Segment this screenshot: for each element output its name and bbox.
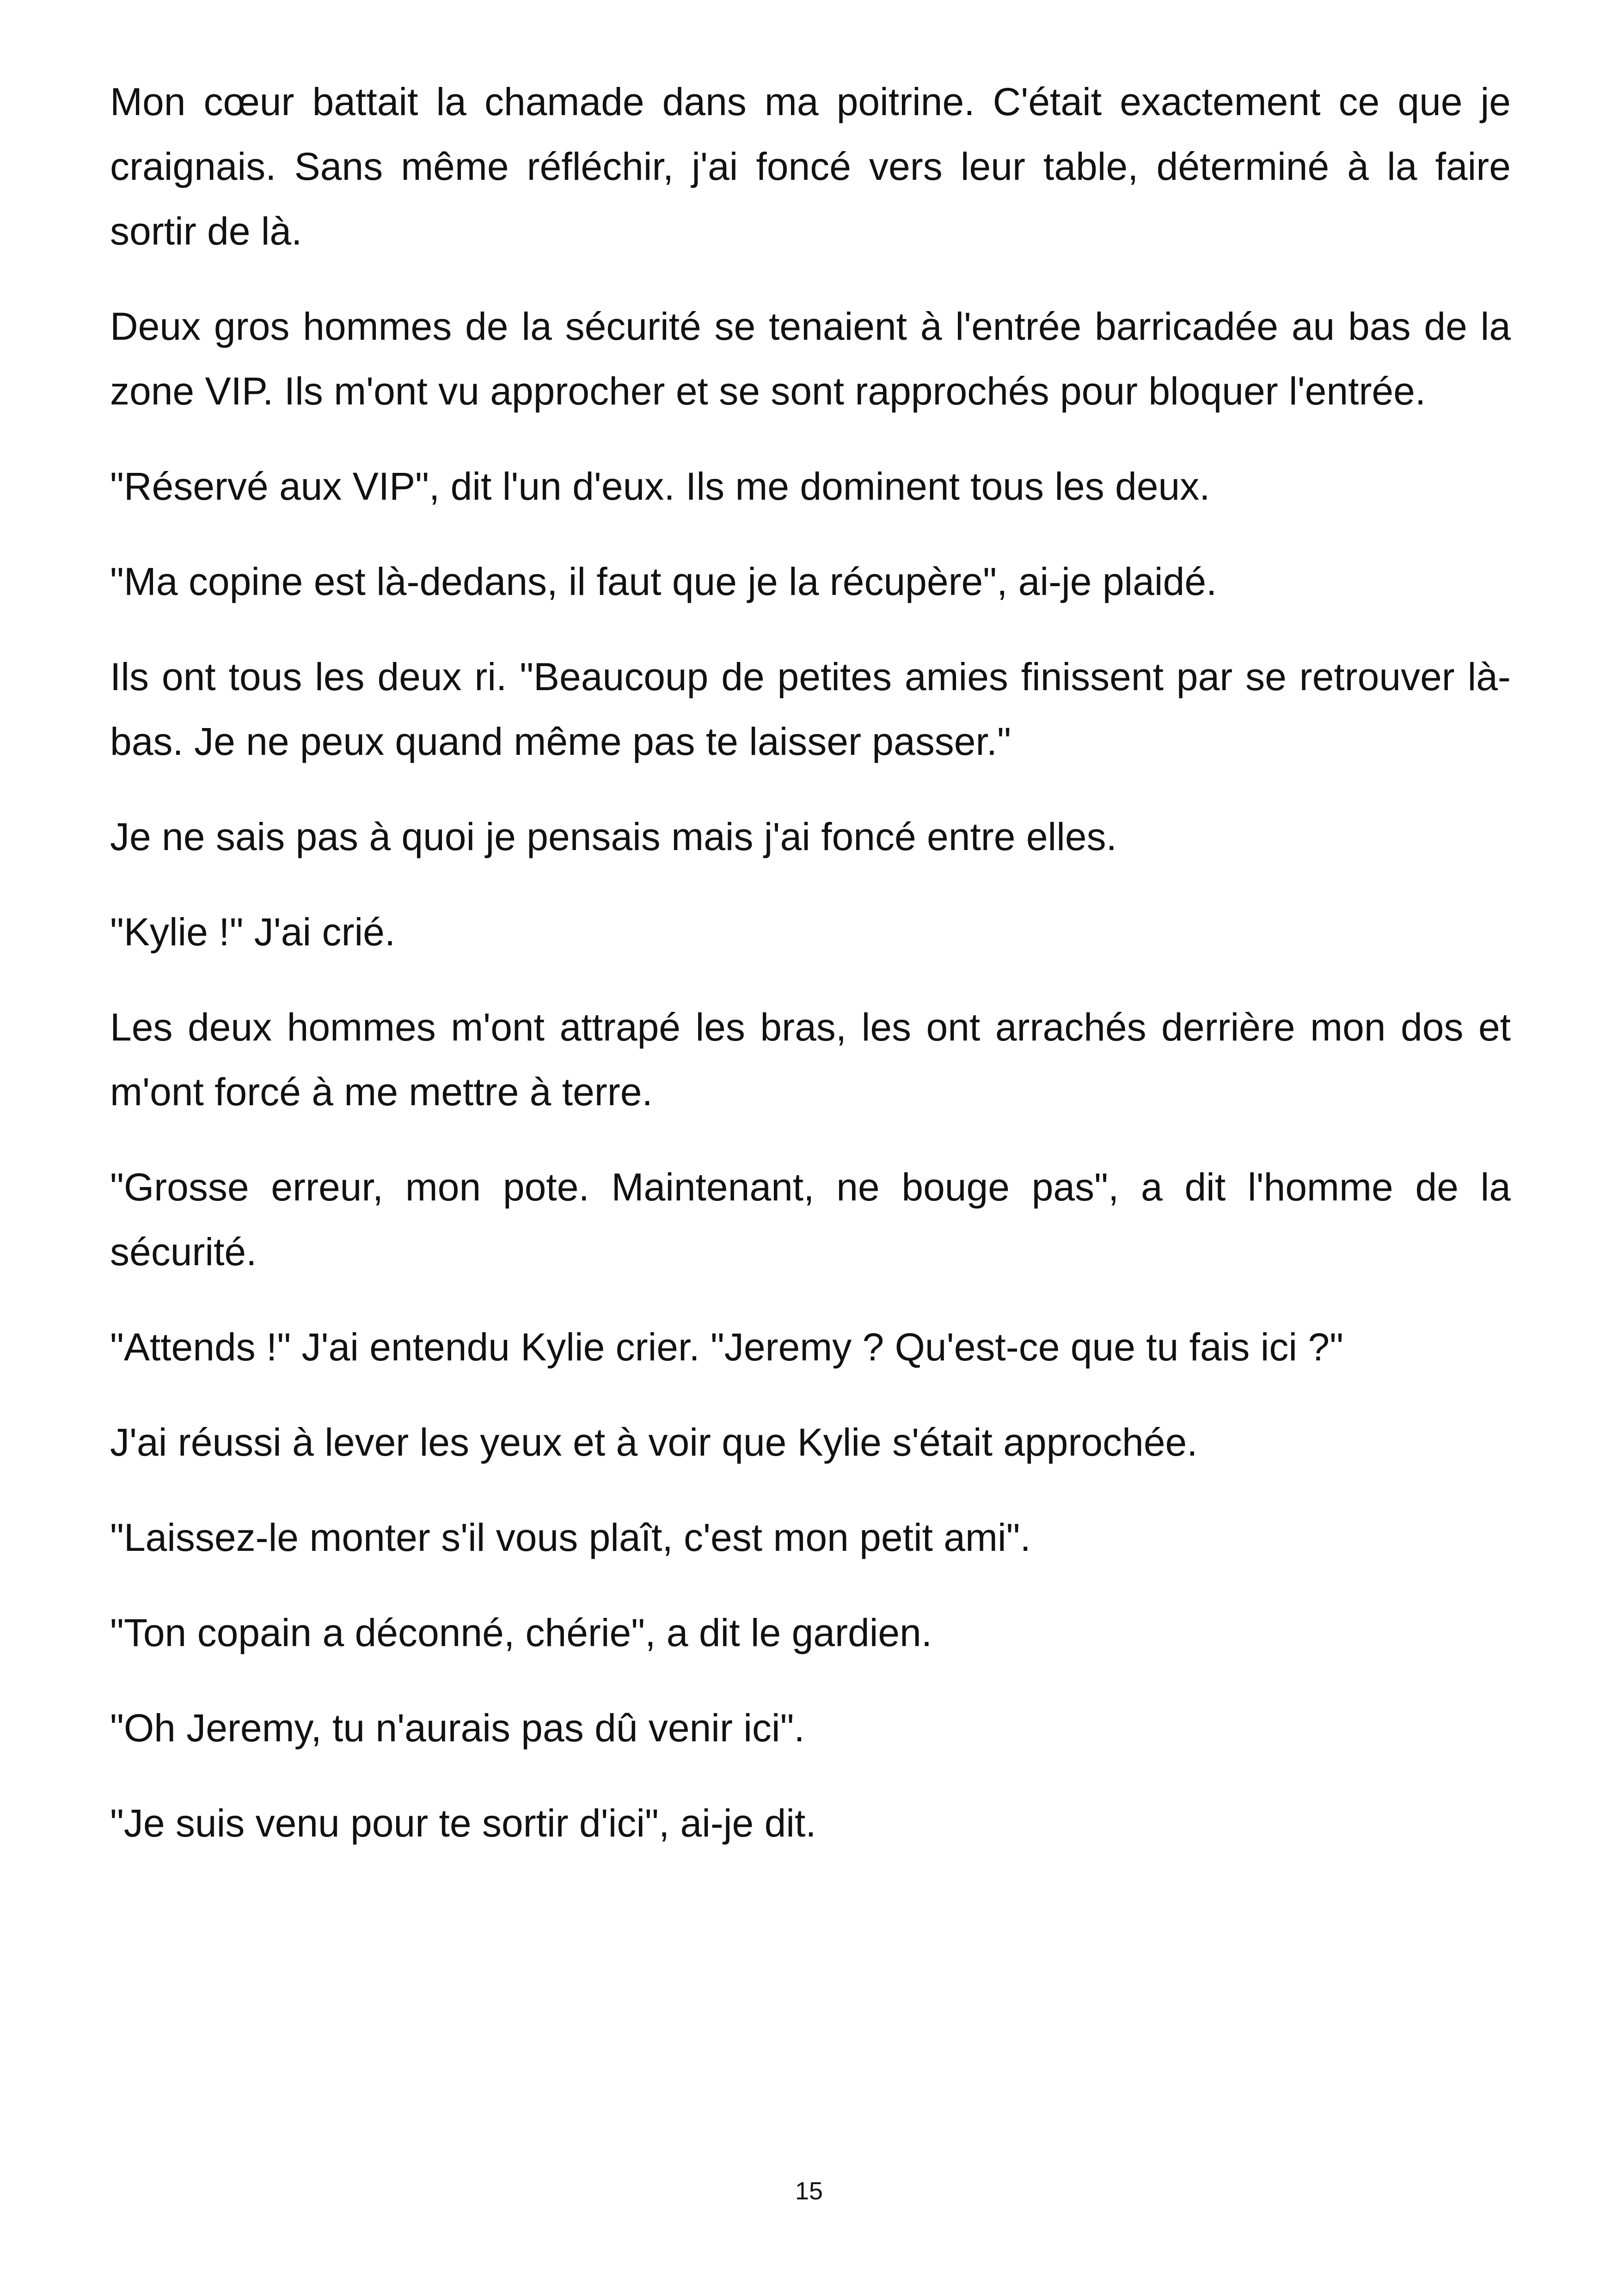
paragraph: Mon cœur battait la chamade dans ma poitrine. C'était exactement ce que je craignais. Sans même réfléchir, j'ai foncé vers leur table, déterminé à la faire sortir de là. — [110, 80, 1511, 253]
paragraph: "Laissez-le monter s'il vous plaît, c'est mon petit ami". — [110, 1516, 1031, 1559]
paragraph: "Je suis venu pour te sortir d'ici", ai-je dit. — [110, 1801, 816, 1845]
paragraph: "Ton copain a déconné, chérie", a dit le gardien. — [110, 1611, 932, 1654]
paragraph: "Grosse erreur, mon pote. Maintenant, ne bouge pas", a dit l'homme de la sécurité. — [110, 1165, 1511, 1274]
paragraph: Les deux hommes m'ont attrapé les bras, les ont arrachés derrière mon dos et m'ont forcé à me mettre à terre. — [110, 1005, 1511, 1114]
body-text — [110, 69, 1511, 1886]
paragraph: Je ne sais pas à quoi je pensais mais j'ai foncé entre elles. — [110, 815, 1117, 858]
paragraph: "Attends !" J'ai entendu Kylie crier. "Jeremy ? Qu'est-ce que tu fais ici ?" — [110, 1325, 1343, 1369]
paragraph: Ils ont tous les deux ri. "Beaucoup de petites amies finissent par se retrouver là-bas. Je ne peux quand même pas te laisser passer." — [110, 655, 1511, 763]
paragraph: "Réservé aux VIP", dit l'un d'eux. Ils me dominent tous les deux. — [110, 465, 1210, 508]
paragraph: J'ai réussi à lever les yeux et à voir que Kylie s'était approchée. — [110, 1420, 1198, 1464]
page-number: 15 — [795, 2177, 823, 2205]
paragraph: "Oh Jeremy, tu n'aurais pas dû venir ici". — [110, 1706, 805, 1750]
paragraph: Deux gros hommes de la sécurité se tenaient à l'entrée barricadée au bas de la zone VIP. Ils m'ont vu approcher et se sont rapprochés pour bloquer l'entrée. — [110, 305, 1511, 413]
paragraph: "Kylie !" J'ai crié. — [110, 910, 396, 954]
paragraph: "Ma copine est là-dedans, il faut que je la récupère", ai-je plaidé. — [110, 560, 1217, 603]
